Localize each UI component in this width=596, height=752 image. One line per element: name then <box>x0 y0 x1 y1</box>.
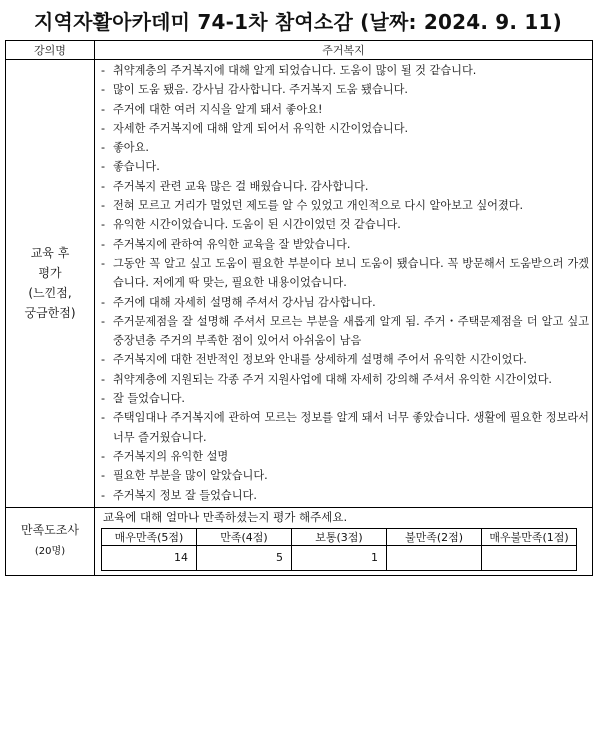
rating-count <box>387 545 482 570</box>
rating-count <box>482 545 577 570</box>
feedback-item: - 전혀 모르고 거리가 멀었던 제도를 알 수 있었고 개인적으로 다시 알아보고 싶어졌다. <box>99 196 589 215</box>
satisfaction-table <box>101 528 577 571</box>
rating-count: 5 <box>197 545 292 570</box>
feedback-item: - 취약계층에 지원되는 각종 주거 지원사업에 대해 자세히 강의해 주셔서 유익한 시간이었다. <box>99 370 589 389</box>
feedback-label-line: 궁금한점) <box>24 306 76 321</box>
feedback-label <box>6 60 95 508</box>
feedback-item: - 취약계층의 주거복지에 대해 알게 되었습니다. 도움이 많이 될 것 같습니다. <box>99 61 589 80</box>
header-lecture-label: 강의명 <box>6 41 95 60</box>
rating-column-header: 만족(4점) <box>197 528 292 545</box>
feedback-item: - 주거에 대한 여러 지식을 알게 돼서 좋아요! <box>99 100 589 119</box>
satisfaction-content <box>95 507 593 575</box>
feedback-item: - 그동안 꼭 알고 싶고 도움이 필요한 부분이다 보니 도움이 됐습니다. 꼭 방문해서 도움받으러 가겠습니다. 저에게 딱 맞는, 필요한 내용이었습니다. <box>99 254 589 293</box>
feedback-item: - 주거복지 관련 교육 많은 걸 배웠습니다. 감사합니다. <box>99 177 589 196</box>
feedback-item: - 잘 들었습니다. <box>99 389 589 408</box>
feedback-item: - 주택임대나 주거복지에 관하여 모르는 정보를 알게 돼서 너무 좋았습니다. 생활에 필요한 정보라서 너무 즐거웠습니다. <box>99 408 589 447</box>
satisfaction-values-row <box>102 545 577 570</box>
feedback-row <box>6 60 593 508</box>
feedback-item: - 주거문제점을 잘 설명해 주셔서 모르는 부분을 새롭게 알게 됨. 주거・주택문제점을 더 알고 싶고 중장년층 주거의 부족한 점이 있어서 아쉬움이 남음 <box>99 312 589 351</box>
header-row <box>6 41 593 60</box>
feedback-item: - 주거복지에 대한 전반적인 정보와 안내를 상세하게 설명해 주어서 유익한 시간이었다. <box>99 350 589 369</box>
survey-table <box>5 40 593 576</box>
feedback-item: - 필요한 부분을 많이 알았습니다. <box>99 466 589 485</box>
feedback-item: - 유익한 시간이었습니다. 도움이 된 시간이었던 것 같습니다. <box>99 215 589 234</box>
feedback-label-line: 평가 <box>38 266 62 281</box>
feedback-item: - 주거복지 정보 잘 들었습니다. <box>99 486 589 505</box>
rating-column-header: 매우만족(5점) <box>102 528 197 545</box>
feedback-item: - 많이 도움 됐음. 강사님 감사합니다. 주거복지 도움 됐습니다. <box>99 80 589 99</box>
respondent-count: (20명) <box>34 546 66 558</box>
rating-count: 14 <box>102 545 197 570</box>
satisfaction-title: 만족도조사 <box>21 523 79 538</box>
feedback-item: - 주거복지에 관하여 유익한 교육을 잘 받았습니다. <box>99 235 589 254</box>
feedback-list <box>95 60 593 508</box>
rating-count: 1 <box>292 545 387 570</box>
satisfaction-row <box>6 507 593 575</box>
document-title: 지역자활아카데미 74-1차 참여소감 (날짜: 2024. 9. 11) <box>34 10 562 34</box>
feedback-label-line: (느낀점, <box>28 286 72 301</box>
header-lecture-name: 주거복지 <box>95 41 593 60</box>
rating-column-header: 불만족(2점) <box>387 528 482 545</box>
rating-column-header: 보통(3점) <box>292 528 387 545</box>
feedback-label-line: 교육 후 <box>30 246 70 261</box>
rating-column-header: 매우불만족(1점) <box>482 528 577 545</box>
feedback-item: - 좋아요. <box>99 138 589 157</box>
satisfaction-label <box>6 507 95 575</box>
feedback-item: - 좋습니다. <box>99 157 589 176</box>
feedback-item: - 주거에 대해 자세히 설명해 주셔서 강사님 감사합니다. <box>99 293 589 312</box>
satisfaction-question: 교육에 대해 얼마나 만족하셨는지 평가 해주세요. <box>103 509 348 524</box>
feedback-item: - 주거복지의 유익한 설명 <box>99 447 589 466</box>
satisfaction-header-row <box>102 528 577 545</box>
feedback-item: - 자세한 주거복지에 대해 알게 되어서 유익한 시간이었습니다. <box>99 119 589 138</box>
